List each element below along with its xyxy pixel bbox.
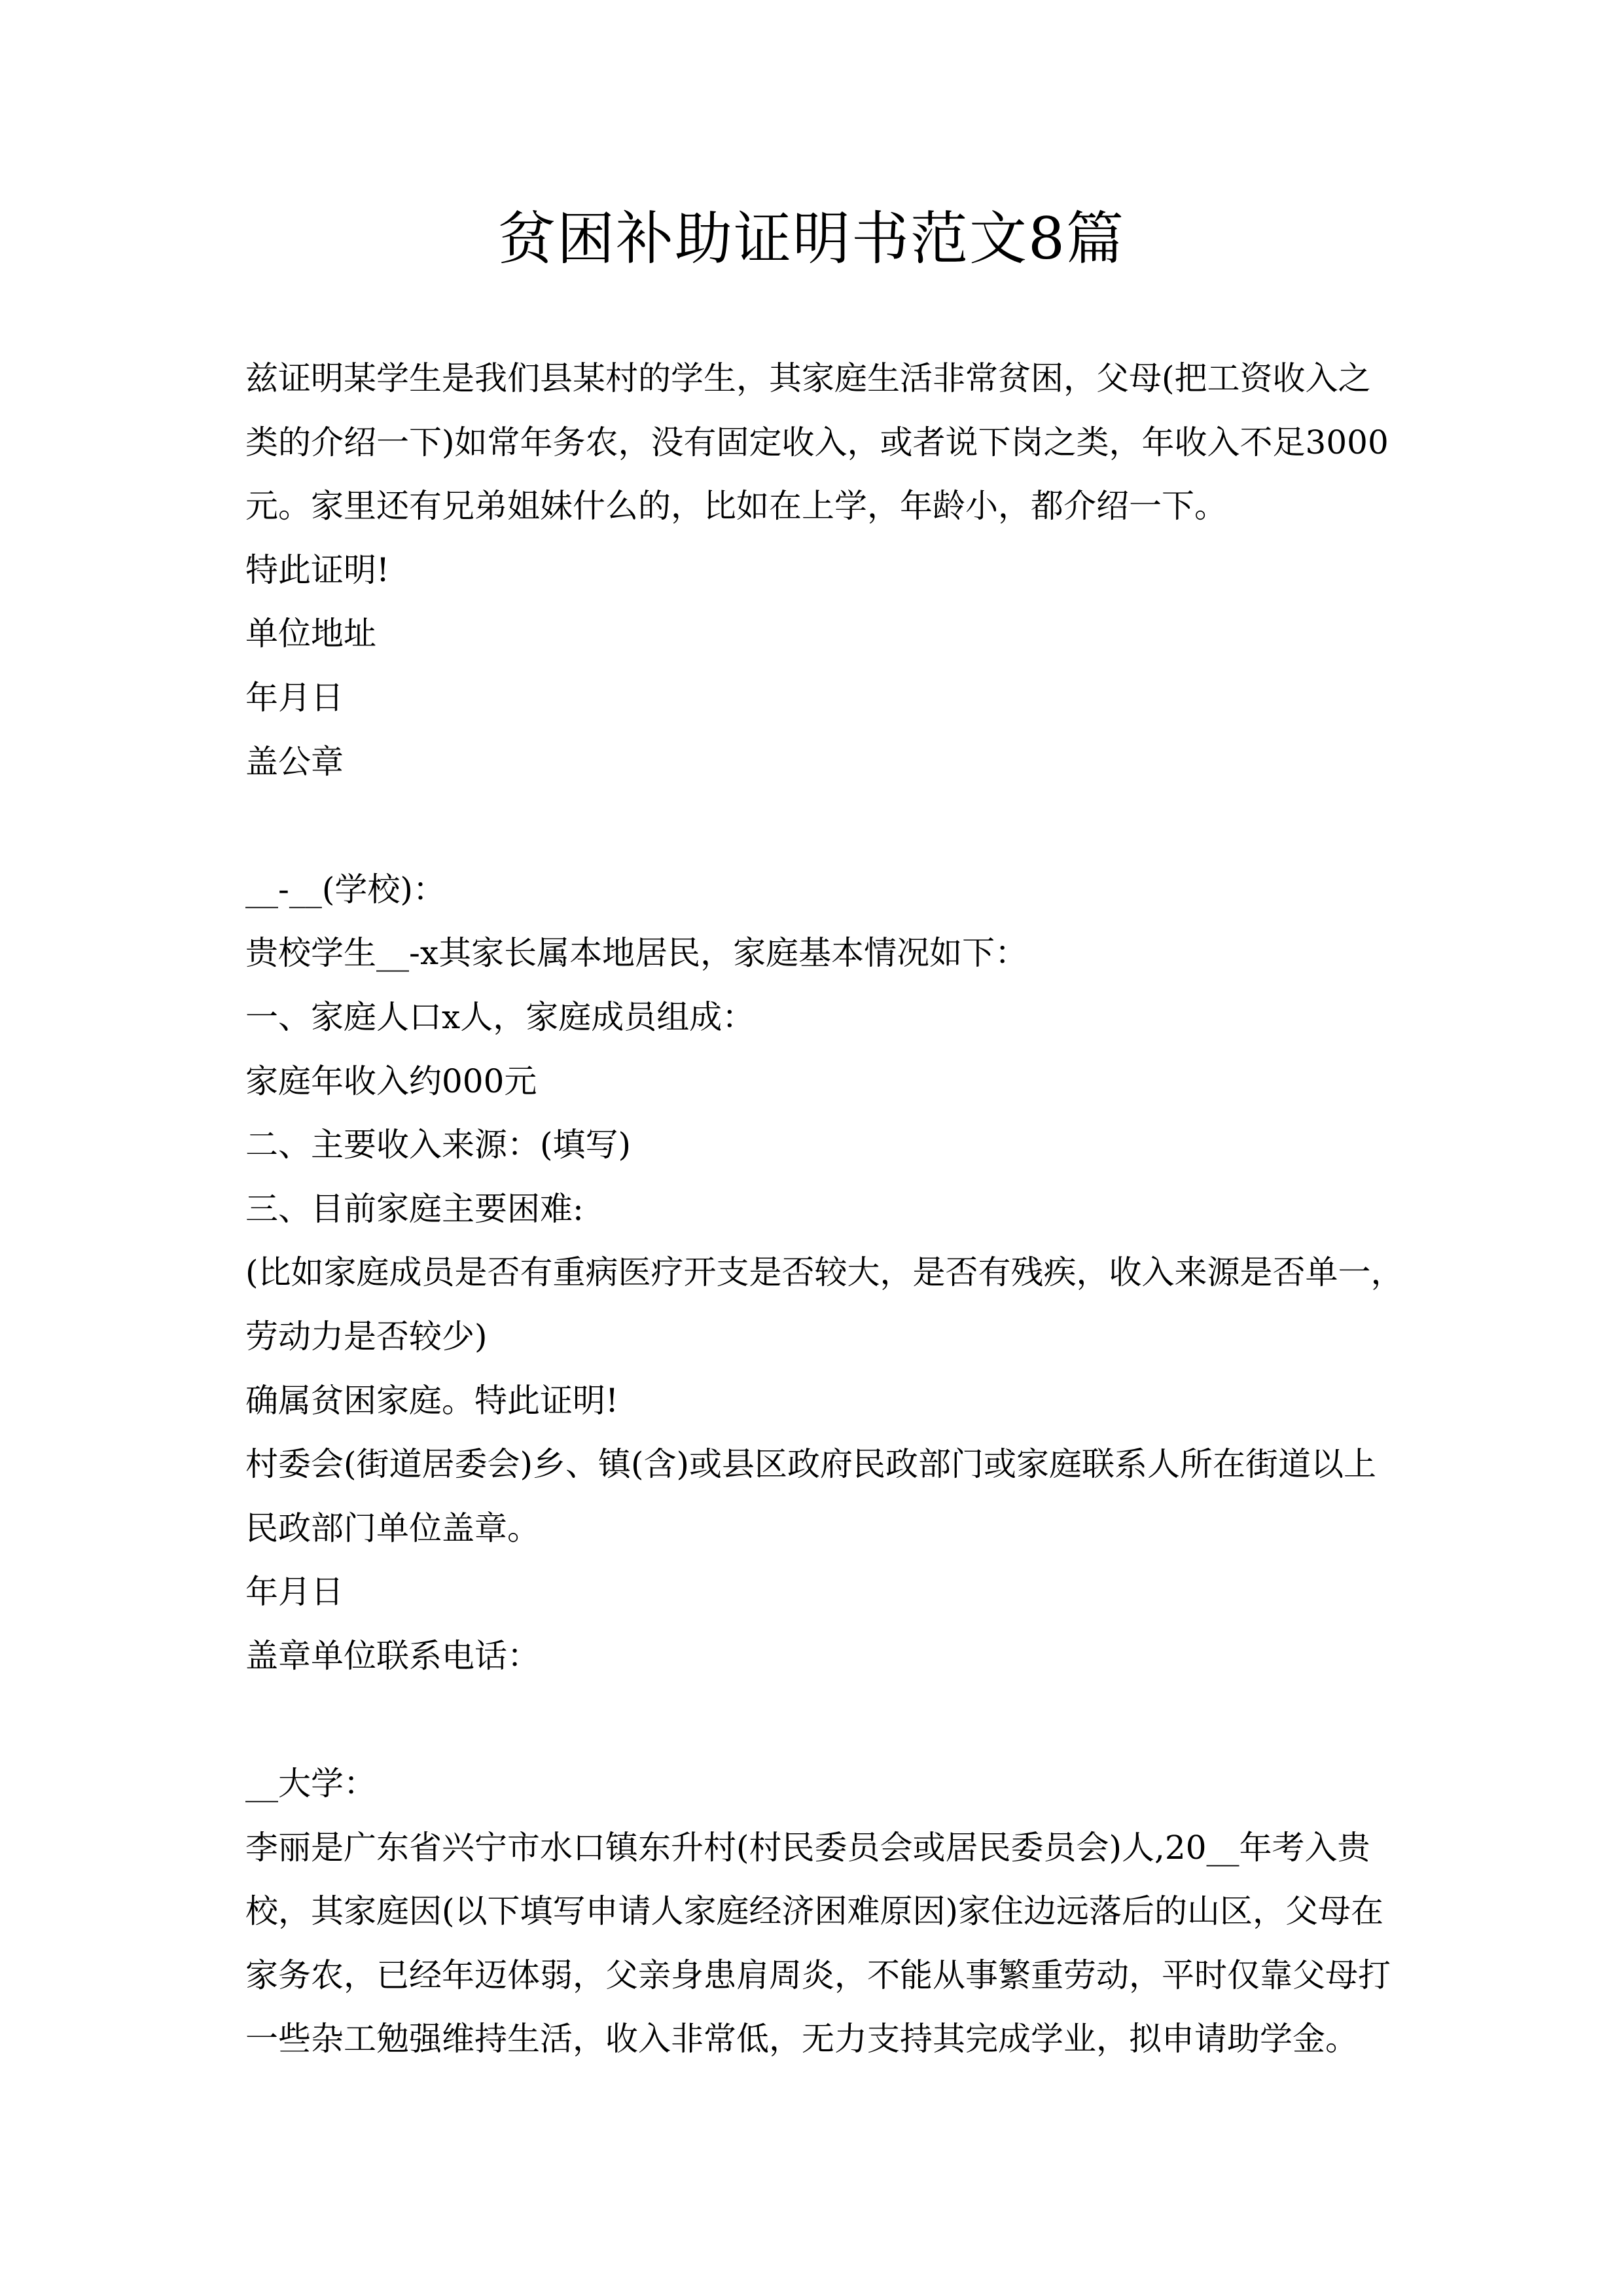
document-body [245, 347, 1404, 2072]
paragraph-line: 贵校学生__-x其家长属本地居民，家庭基本情况如下： [245, 934, 1028, 973]
section-2-certificate [245, 858, 1404, 1689]
salutation-line: __大学： [245, 1765, 376, 1803]
unit-address-label: 单位地址 [245, 615, 376, 653]
annual-income-line: 家庭年收入约000元 [245, 1062, 537, 1100]
list-item-family-size: 一、家庭人口x人，家庭成员组成： [245, 997, 755, 1036]
seal-unit-phone-label: 盖章单位联系电话： [245, 1636, 540, 1675]
official-seal-label: 盖公章 [245, 742, 344, 781]
closing-line: 特此证明! [245, 550, 390, 589]
list-item-difficulties: 三、目前家庭主要困难: [245, 1189, 584, 1228]
closing-line: 确属贫困家庭。特此证明! [245, 1381, 619, 1420]
paragraph-line: 校，其家庭因(以下填写申请人家庭经济困难原因)家住边远落后的山区，父母在 [245, 1892, 1384, 1931]
date-label: 年月日 [245, 1573, 344, 1611]
document-title: 贫困补助证明书范文8篇 [498, 205, 1125, 272]
section-divider [245, 794, 1387, 858]
paragraph-line: 元。家里还有兄弟姐妹什么的，比如在上学，年龄小，都介绍一下。 [245, 487, 1227, 526]
paragraph-line: 李丽是广东省兴宁市水口镇东升村(村民委员会或居民委员会)人,20__年考入贵 [245, 1828, 1370, 1867]
section-divider [245, 1688, 1387, 1752]
paragraph-line: 村委会(街道居委会)乡、镇(含)或县区政府民政部门或家庭联系人所在街道以上 [245, 1445, 1377, 1484]
paragraph-line: 民政部门单位盖章。 [245, 1509, 540, 1547]
date-label: 年月日 [245, 678, 344, 717]
paragraph-line: 一些杂工勉强维持生活，收入非常低，无力支持其完成学业，拟申请助学金。 [245, 2020, 1358, 2058]
paragraph-line: 家务农，已经年迈体弱，父亲身患肩周炎，不能从事繁重劳动，平时仅靠父母打 [245, 1956, 1391, 1994]
section-1-certificate [245, 347, 1387, 794]
section-3-certificate [245, 1752, 1391, 2072]
paragraph-line: 劳动力是否较少) [245, 1317, 488, 1355]
list-item-income-source: 二、主要收入来源：(填写) [245, 1126, 632, 1164]
paragraph-line: 类的介绍一下)如常年务农，没有固定收入，或者说下岗之类，年收入不足3000 [245, 423, 1389, 461]
salutation-line: __-__(学校)： [245, 870, 446, 908]
paragraph-line: 兹证明某学生是我们县某村的学生，其家庭生活非常贫困，父母(把工资收入之 [245, 359, 1371, 397]
paragraph-line: (比如家庭成员是否有重病医疗开支是否较大，是否有残疾，收入来源是否单一， [245, 1253, 1404, 1292]
